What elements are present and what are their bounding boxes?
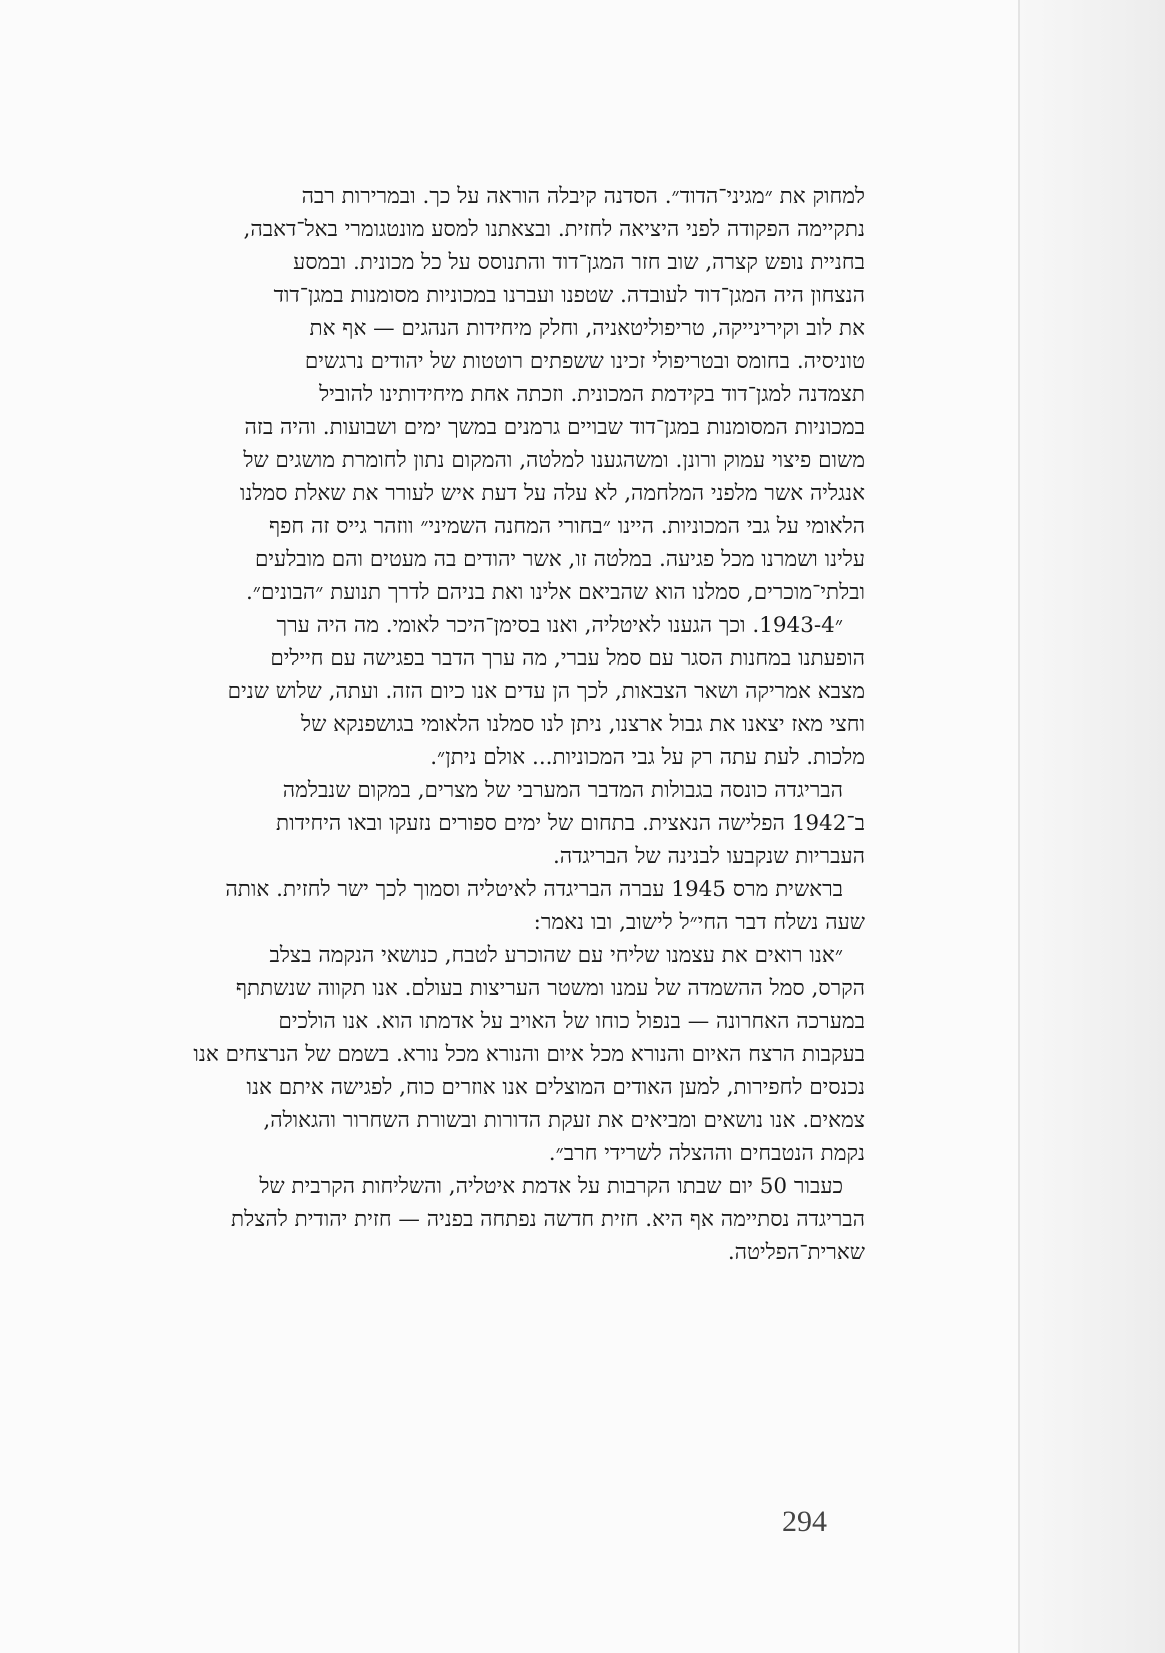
- text-line: הבריגדה נסתיימה אף היא. חזית חדשה נפתחה בפניה — חזית יהודית להצלת: [230, 1207, 865, 1232]
- text-line: צמאים. אנו נושאים ומביאים את זעקת הדורות ובשורת השחרור והגאולה,: [263, 1108, 865, 1133]
- body-text: [80, 180, 865, 1269]
- text-line: הנצחון היה המגן־דוד לעובדה. שטפנו ועברנו במכוניות מסומנות במגן־דוד: [273, 283, 865, 308]
- text-line: כעבור 50 יום שבתו הקרבות על אדמת איטליה, והשליחות הקרבית של: [259, 1174, 843, 1199]
- text-line: ובלתי־מוכרים, סמלנו הוא שהביאם אלינו ואת בניהם לדרך תנועת ״הבונים״.: [245, 580, 865, 605]
- text-line: עלינו ושמרנו מכל פגיעה. במלטה זו, אשר יהודים בה מעטים והם מובלעים: [254, 547, 865, 572]
- text-line: העבריות שנקבעו לבנינה של הבריגדה.: [552, 844, 865, 869]
- page-edge-shadow: [1018, 0, 1165, 1653]
- text-line: במכוניות המסומנות במגן־דוד שבויים גרמנים במשך ימים ושבועות. והיה בזה: [244, 415, 865, 440]
- text-line: נתקיימה הפקודה לפני היציאה לחזית. ובצאתנו למסע מונטגומרי באל־דאבה,: [243, 217, 865, 242]
- text-line: בחניית נופש קצרה, שוב חזר המגן־דוד והתנוסס על כל מכונית. ובמסע: [293, 250, 865, 275]
- text-line: נקמת הנטבחים וההצלה לשרידי חרב״.: [548, 1141, 865, 1166]
- text-line: הופעתנו במחנות הסגר עם סמל עברי, מה ערך הדבר בפגישה עם חיילים: [270, 646, 865, 671]
- text-line: משום פיצוי עמוק ורונן. ומשהגענו למלטה, והמקום נתון לחומרת מושגים של: [243, 448, 865, 473]
- text-line: תצמדנה למגן־דוד בקידמת המכונית. וזכתה אחת מיחידותינו להוביל: [319, 382, 865, 407]
- text-line: טוניסיה. בחומס ובטריפולי זכינו ששפתים רוטטות של יהודים נרגשים: [304, 349, 865, 374]
- text-line: אנגליה אשר מלפני המלחמה, לא עלה על דעת איש לעורר את שאלת סמלנו: [239, 481, 865, 506]
- text-line: את לוב וקירינייקה, טריפוליטאניה, וחלק מיחידות הנהגים — אף את: [309, 316, 865, 341]
- text-line: שעה נשלח דבר החי״ל לישוב, ובו נאמר:: [533, 910, 865, 935]
- text-line: הלאומי על גבי המכוניות. היינו ״בחורי המחנה השמיני״ ווזהר גייס זה חפף: [269, 514, 865, 539]
- text-line: למחוק את ״מגיני־הדוד״. הסדנה קיבלה הוראה על כך. ובמרירות רבה: [301, 184, 865, 209]
- text-line: הקרס, סמל ההשמדה של עמנו ומשטר העריצות בעולם. אנו תקווה שנשתתף: [235, 976, 865, 1001]
- text-line: וחצי מאז יצאנו את גבול ארצנו, ניתן לנו סמלנו הלאומי בגושפנקא של: [301, 712, 865, 737]
- text-line: ״אנו רואים את עצמנו שליחי עם שהוכרע לטבח, כנושאי הנקמה בצלב: [269, 943, 843, 968]
- text-line: ב־1942 הפלישה הנאצית. בתחום של ימים ספורים נזעקו ובאו היחידות: [275, 811, 865, 836]
- text-line: נכנסים לחפירות, למען האודים המוצלים אנו אוזרים כוח, לפגישה איתם אנו: [246, 1075, 865, 1100]
- text-line: מצבא אמריקה ושאר הצבאות, לכך הן עדים אנו כיום הזה. ועתה, שלוש שנים: [227, 679, 865, 704]
- text-line: במערכה האחרונה — בנפול כוחו של האויב על אדמתו הוא. אנו הולכים: [278, 1009, 865, 1034]
- text-line: הבריגדה כונסה בגבולות המדבר המערבי של מצרים, במקום שנבלמה: [282, 778, 843, 803]
- text-line: ״1943-4. וכך הגענו לאיטליה, ואנו בסימן־היכר לאומי. מה היה ערך: [276, 613, 843, 638]
- text-line: בראשית מרס 1945 עברה הבריגדה לאיטליה וסמוך לכך ישר לחזית. אותה: [225, 877, 843, 902]
- text-line: שארית־הפליטה.: [727, 1240, 865, 1265]
- text-line: מלכות. לעת עתה רק על גבי המכוניות... אולם ניתן״.: [430, 745, 865, 770]
- page-number: 294: [782, 1505, 827, 1538]
- text-line: בעקבות הרצח האיום והנורא מכל איום והנורא מכל נורא. בשמם של הנרצחים אנו: [193, 1042, 865, 1067]
